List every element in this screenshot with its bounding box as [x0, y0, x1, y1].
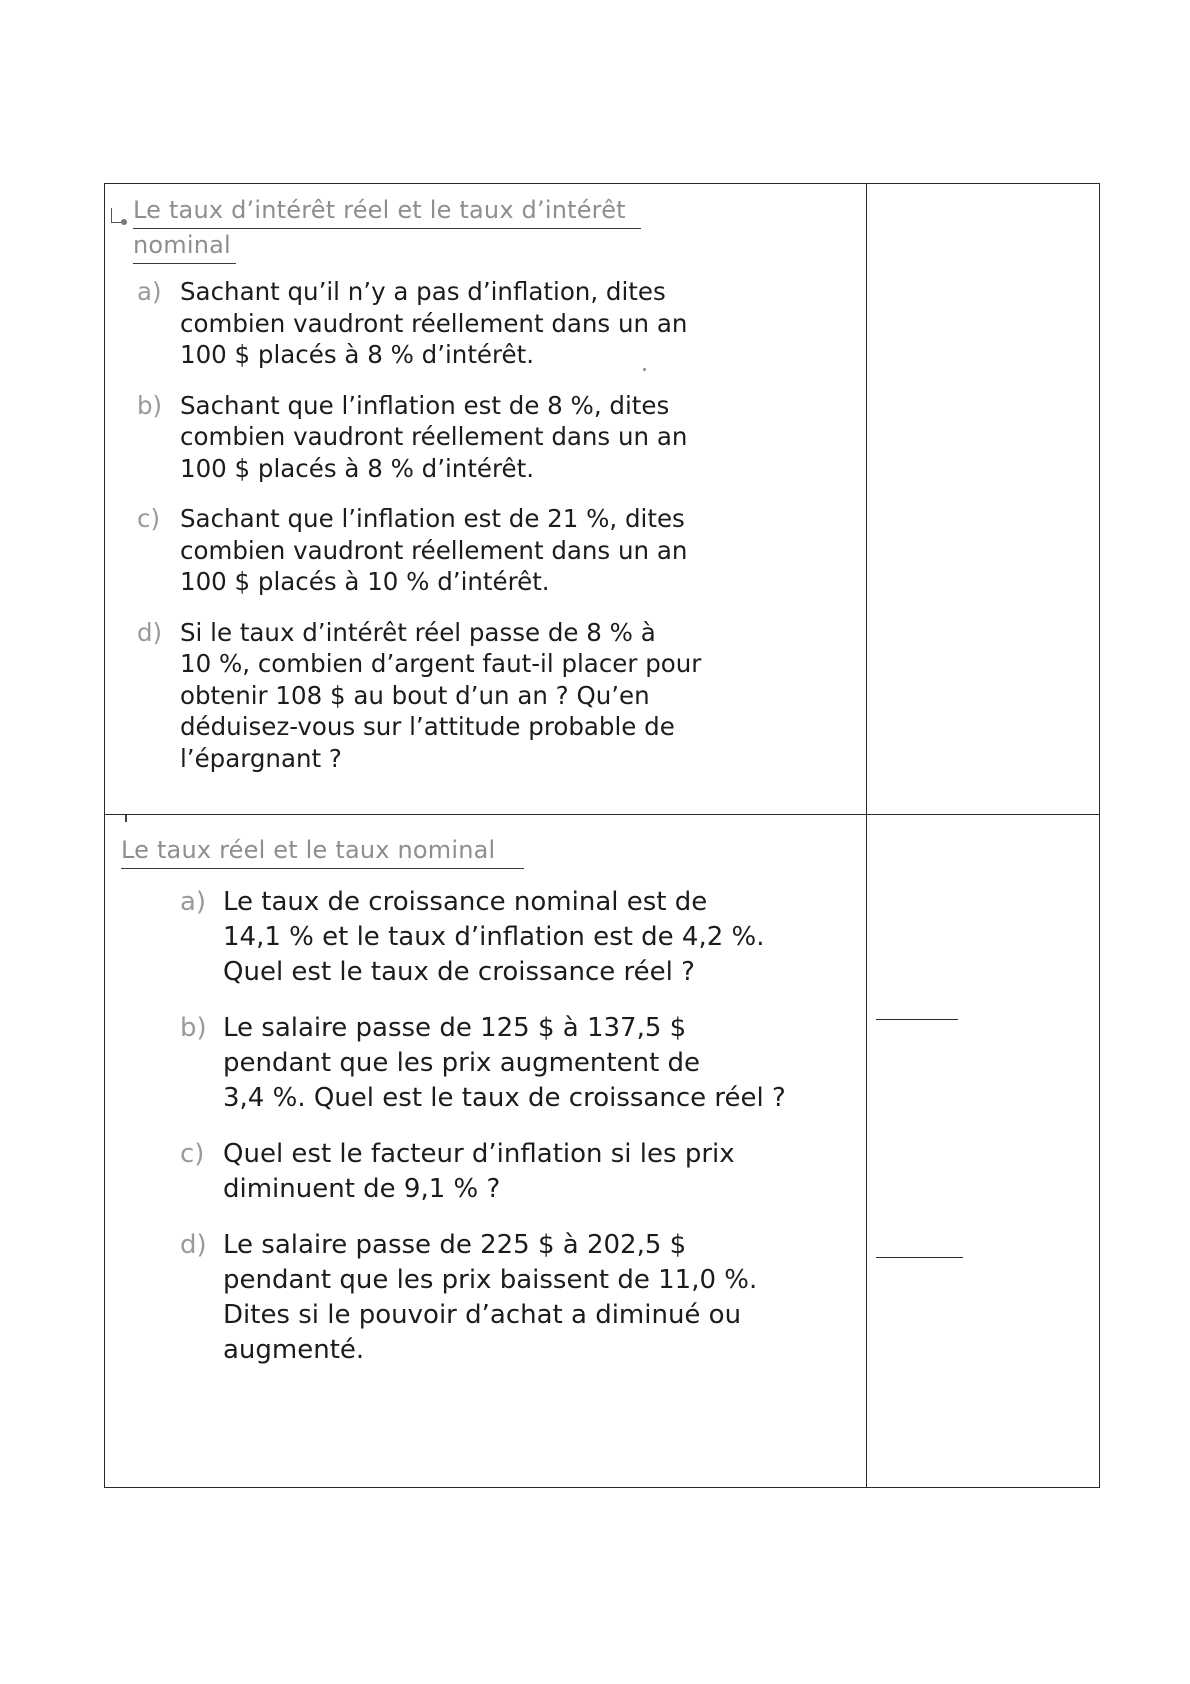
section-title-text: Le taux réel et le taux nominal — [121, 834, 524, 869]
question-text: Le salaire passe de 125 $ à 137,5 $ pendant que les prix augmentent de 3,4 %. Quel est le taux de croissance réel ? — [223, 1013, 786, 1113]
question-item-b — [137, 390, 837, 485]
answer-cell — [867, 184, 1099, 814]
tick-mark — [125, 815, 127, 822]
question-text: Sachant qu’il n’y a pas d’inflation, dites combien vaudront réellement dans un an 100 $ placés à 8 % d’intérêt. — [180, 277, 688, 369]
answer-line-b — [876, 1019, 958, 1020]
question-item-d — [137, 617, 837, 775]
question-letter: a) — [137, 277, 162, 306]
question-letter: b) — [180, 1013, 207, 1043]
question-letter: b) — [137, 390, 163, 420]
question-item-a — [137, 276, 837, 371]
exercise-table — [104, 183, 1100, 1488]
bullet-dot — [121, 219, 127, 225]
question-letter: a) — [180, 887, 207, 917]
section-title-line-2: nominal — [133, 229, 236, 264]
question-list — [137, 276, 837, 793]
question-letter: d) — [180, 1230, 207, 1260]
answer-cell — [867, 815, 1099, 1487]
question-letter: d) — [137, 617, 163, 647]
question-text: Sachant que l’inflation est de 21 %, dites combien vaudront réellement dans un an 100 $ placés à 10 % d’intérêt. — [180, 504, 688, 596]
question-cell — [105, 815, 866, 1487]
question-letter: c) — [137, 504, 161, 533]
question-item-c — [180, 1137, 860, 1207]
table-row-real-nominal — [105, 815, 1099, 1487]
section-title — [121, 834, 524, 869]
question-item-b — [180, 1011, 860, 1116]
question-text: Quel est le facteur d’inflation si les prix diminuent de 9,1 % ? — [223, 1139, 735, 1204]
question-item-a — [180, 885, 860, 990]
section-title-line-1: Le taux d’intérêt réel et le taux d’intérêt — [133, 194, 641, 229]
question-letter: c) — [180, 1139, 205, 1169]
question-item-c — [137, 503, 837, 598]
question-text: Sachant que l’inflation est de 8 %, dites combien vaudront réellement dans un an 100 $ placés à 8 % d’intérêt. — [180, 390, 688, 483]
question-text: Si le taux d’intérêt réel passe de 8 % à 10 %, combien d’argent faut-il placer pour obtenir 108 $ au bout d’un an ? Qu’en déduisez-vous sur l’attitude probable de l’épargnant ? — [180, 617, 702, 773]
table-row-interest-rates — [105, 184, 1099, 815]
question-list — [180, 885, 860, 1389]
question-text: Le salaire passe de 225 $ à 202,5 $ pendant que les prix baissent de 11,0 %. Dites si le pouvoir d’achat a diminué ou augmenté. — [223, 1230, 758, 1365]
section-title — [133, 194, 653, 264]
question-cell — [105, 184, 866, 814]
answer-line-d — [876, 1257, 963, 1258]
question-text: Le taux de croissance nominal est de 14,1 % et le taux d’inflation est de 4,2 %. Quel est le taux de croissance réel ? — [223, 887, 765, 987]
question-item-d — [180, 1228, 860, 1368]
